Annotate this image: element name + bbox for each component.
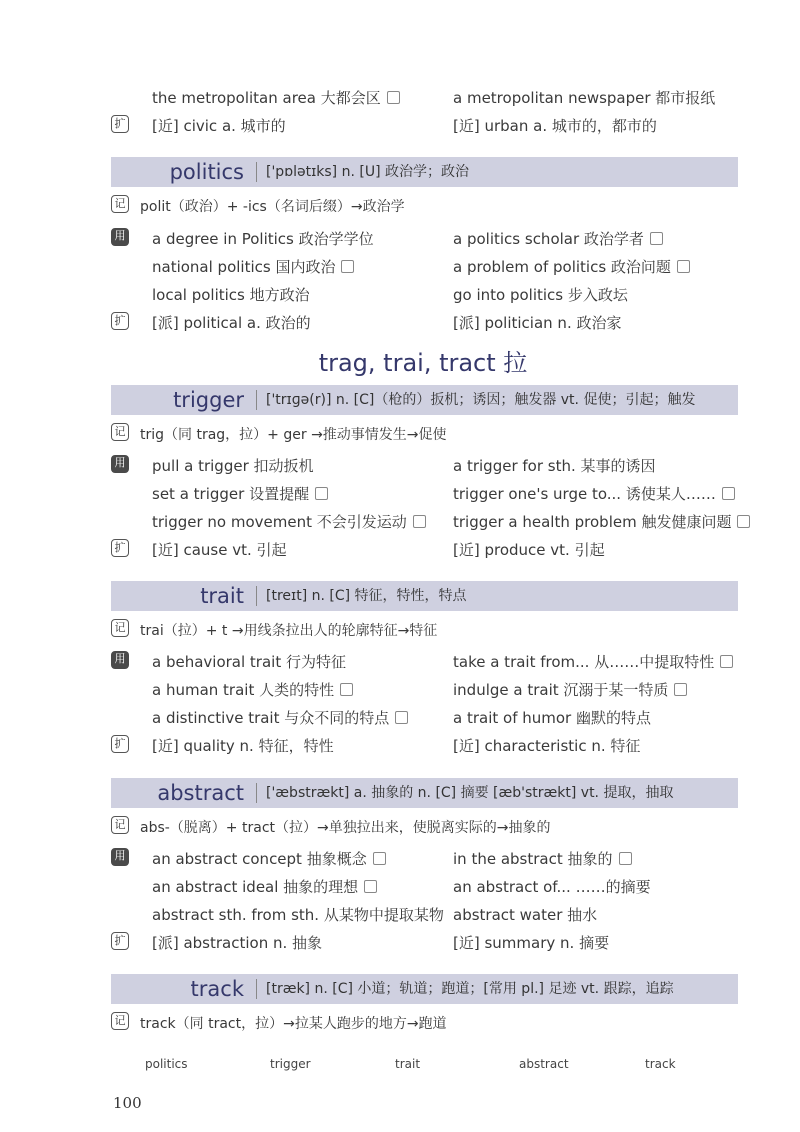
usage-right: in the abstract 抽象的	[453, 848, 632, 869]
root-header: trag, trai, tract 拉	[318, 349, 528, 377]
usage-left: set a trigger 设置提醒	[152, 483, 328, 504]
usage-right: an abstract of... ……的摘要	[453, 878, 651, 896]
extend-right: [近] produce vt. 引起	[453, 541, 605, 559]
usage-right: take a trait from... 从……中提取特性	[453, 651, 733, 672]
mnemonic-politics: polit（政治）+ -ics（名词后缀）→政治学	[140, 199, 405, 215]
pronunciation-trait: [treɪt] n. [C] 特征，特性，特点	[266, 588, 467, 604]
bar-divider	[256, 783, 257, 803]
audio-icon[interactable]	[677, 260, 690, 273]
usage-right: trigger one's urge to... 诱使某人……	[453, 483, 735, 504]
usage-right: go into politics 步入政坛	[453, 286, 628, 304]
usage-left: a human trait 人类的特性	[152, 679, 353, 700]
mnemonic-mark-icon: 记	[111, 619, 129, 637]
audio-icon[interactable]	[720, 655, 733, 668]
usage-right: a trigger for sth. 某事的诱因	[453, 457, 656, 475]
extend-right: [近] urban a. 城市的，都市的	[453, 117, 657, 135]
usage-right: a politics scholar 政治学者	[453, 228, 663, 249]
usage-right: a problem of politics 政治问题	[453, 256, 690, 277]
extend-right: [近] characteristic n. 特征	[453, 737, 641, 755]
extend-left: [派] abstraction n. 抽象	[152, 934, 323, 952]
headword-trait[interactable]: trait	[200, 584, 244, 608]
usage-left: national politics 国内政治	[152, 256, 354, 277]
extend-mark-icon: 扩	[111, 932, 129, 950]
headword-abstract[interactable]: abstract	[157, 781, 244, 805]
usage-left: an abstract concept 抽象概念	[152, 848, 386, 869]
mnemonic-abstract: abs-（脱离）+ tract（拉）→单独拉出来，使脱离实际的→抽象的	[140, 820, 551, 836]
usage-left: a degree in Politics 政治学学位	[152, 230, 374, 248]
mnemonic-track: track（同 tract，拉）→拉某人跑步的地方→跑道	[140, 1016, 447, 1032]
pronunciation-abstract: ['æbstrækt] a. 抽象的 n. [C] 摘要 [æb'strækt] vt. 提取，抽取	[266, 785, 674, 801]
extend-right: [近] summary n. 摘要	[453, 934, 610, 952]
mnemonic-mark-icon: 记	[111, 1012, 129, 1030]
mnemonic-mark-icon: 记	[111, 816, 129, 834]
audio-icon[interactable]	[340, 683, 353, 696]
audio-icon[interactable]	[650, 232, 663, 245]
audio-icon[interactable]	[341, 260, 354, 273]
extend-mark-icon: 扩	[111, 735, 129, 753]
usage-left: an abstract ideal 抽象的理想	[152, 876, 377, 897]
extend-left: [近] cause vt. 引起	[152, 541, 287, 559]
bar-divider	[256, 586, 257, 606]
audio-icon[interactable]	[722, 487, 735, 500]
usage-mark-icon: 用	[111, 848, 129, 866]
usage-left: abstract sth. from sth. 从某物中提取某物	[152, 906, 444, 924]
audio-icon[interactable]	[395, 711, 408, 724]
footer-word: politics	[145, 1057, 188, 1071]
mnemonic-trigger: trig（同 trag，拉）+ ger →推动事情发生→促使	[140, 427, 447, 443]
mnemonic-trait: trai（拉）+ t →用线条拉出人的轮廓特征→特征	[140, 623, 438, 639]
audio-icon[interactable]	[373, 852, 386, 865]
bar-divider	[256, 979, 257, 999]
footer-word: abstract	[519, 1057, 569, 1071]
usage-mark-icon: 用	[111, 651, 129, 669]
extend-left: [派] political a. 政治的	[152, 314, 311, 332]
extend-left: [近] quality n. 特征，特性	[152, 737, 334, 755]
footer-word: trait	[395, 1057, 421, 1071]
audio-icon[interactable]	[315, 487, 328, 500]
extend-mark-icon: 扩	[111, 539, 129, 557]
usage-right: trigger a health problem 触发健康问题	[453, 511, 750, 532]
extend-mark-icon: 扩	[111, 312, 129, 330]
mnemonic-mark-icon: 记	[111, 195, 129, 213]
audio-icon[interactable]	[364, 880, 377, 893]
audio-icon[interactable]	[619, 852, 632, 865]
pronunciation-politics: ['pɒlətɪks] n. [U] 政治学；政治	[266, 164, 469, 180]
extend-left: [近] civic a. 城市的	[152, 117, 286, 135]
mnemonic-mark-icon: 记	[111, 423, 129, 441]
usage-right: abstract water 抽水	[453, 906, 598, 924]
pronunciation-track: [træk] n. [C] 小道；轨道；跑道；[常用 pl.] 足迹 vt. 跟踪，追踪	[266, 981, 674, 997]
usage-left-0: the metropolitan area 大都会区	[152, 87, 400, 108]
audio-icon[interactable]	[674, 683, 687, 696]
usage-right: indulge a trait 沉溺于某一特质	[453, 679, 687, 700]
usage-mark-icon: 用	[111, 228, 129, 246]
usage-mark-icon: 用	[111, 455, 129, 473]
bar-divider	[256, 162, 257, 182]
usage-right-0: a metropolitan newspaper 都市报纸	[453, 89, 716, 107]
usage-left: a behavioral trait 行为特征	[152, 653, 346, 671]
usage-left: local politics 地方政治	[152, 286, 310, 304]
usage-left: a distinctive trait 与众不同的特点	[152, 707, 408, 728]
usage-right: a trait of humor 幽默的特点	[453, 709, 651, 727]
page-number: 100	[113, 1094, 142, 1112]
extend-right: [派] politician n. 政治家	[453, 314, 622, 332]
usage-left: pull a trigger 扣动扳机	[152, 457, 314, 475]
audio-icon[interactable]	[737, 515, 750, 528]
headword-politics[interactable]: politics	[169, 160, 244, 184]
extend-mark-icon: 扩	[111, 115, 129, 133]
headword-track[interactable]: track	[190, 977, 244, 1001]
headword-trigger[interactable]: trigger	[173, 388, 244, 412]
usage-left: trigger no movement 不会引发运动	[152, 511, 426, 532]
footer-word: trigger	[270, 1057, 311, 1071]
bar-divider	[256, 390, 257, 410]
audio-icon[interactable]	[413, 515, 426, 528]
footer-word: track	[645, 1057, 676, 1071]
audio-icon[interactable]	[387, 91, 400, 104]
pronunciation-trigger: ['trɪɡə(r)] n. [C]（枪的）扳机；诱因；触发器 vt. 促使；引起；触发	[266, 392, 696, 408]
